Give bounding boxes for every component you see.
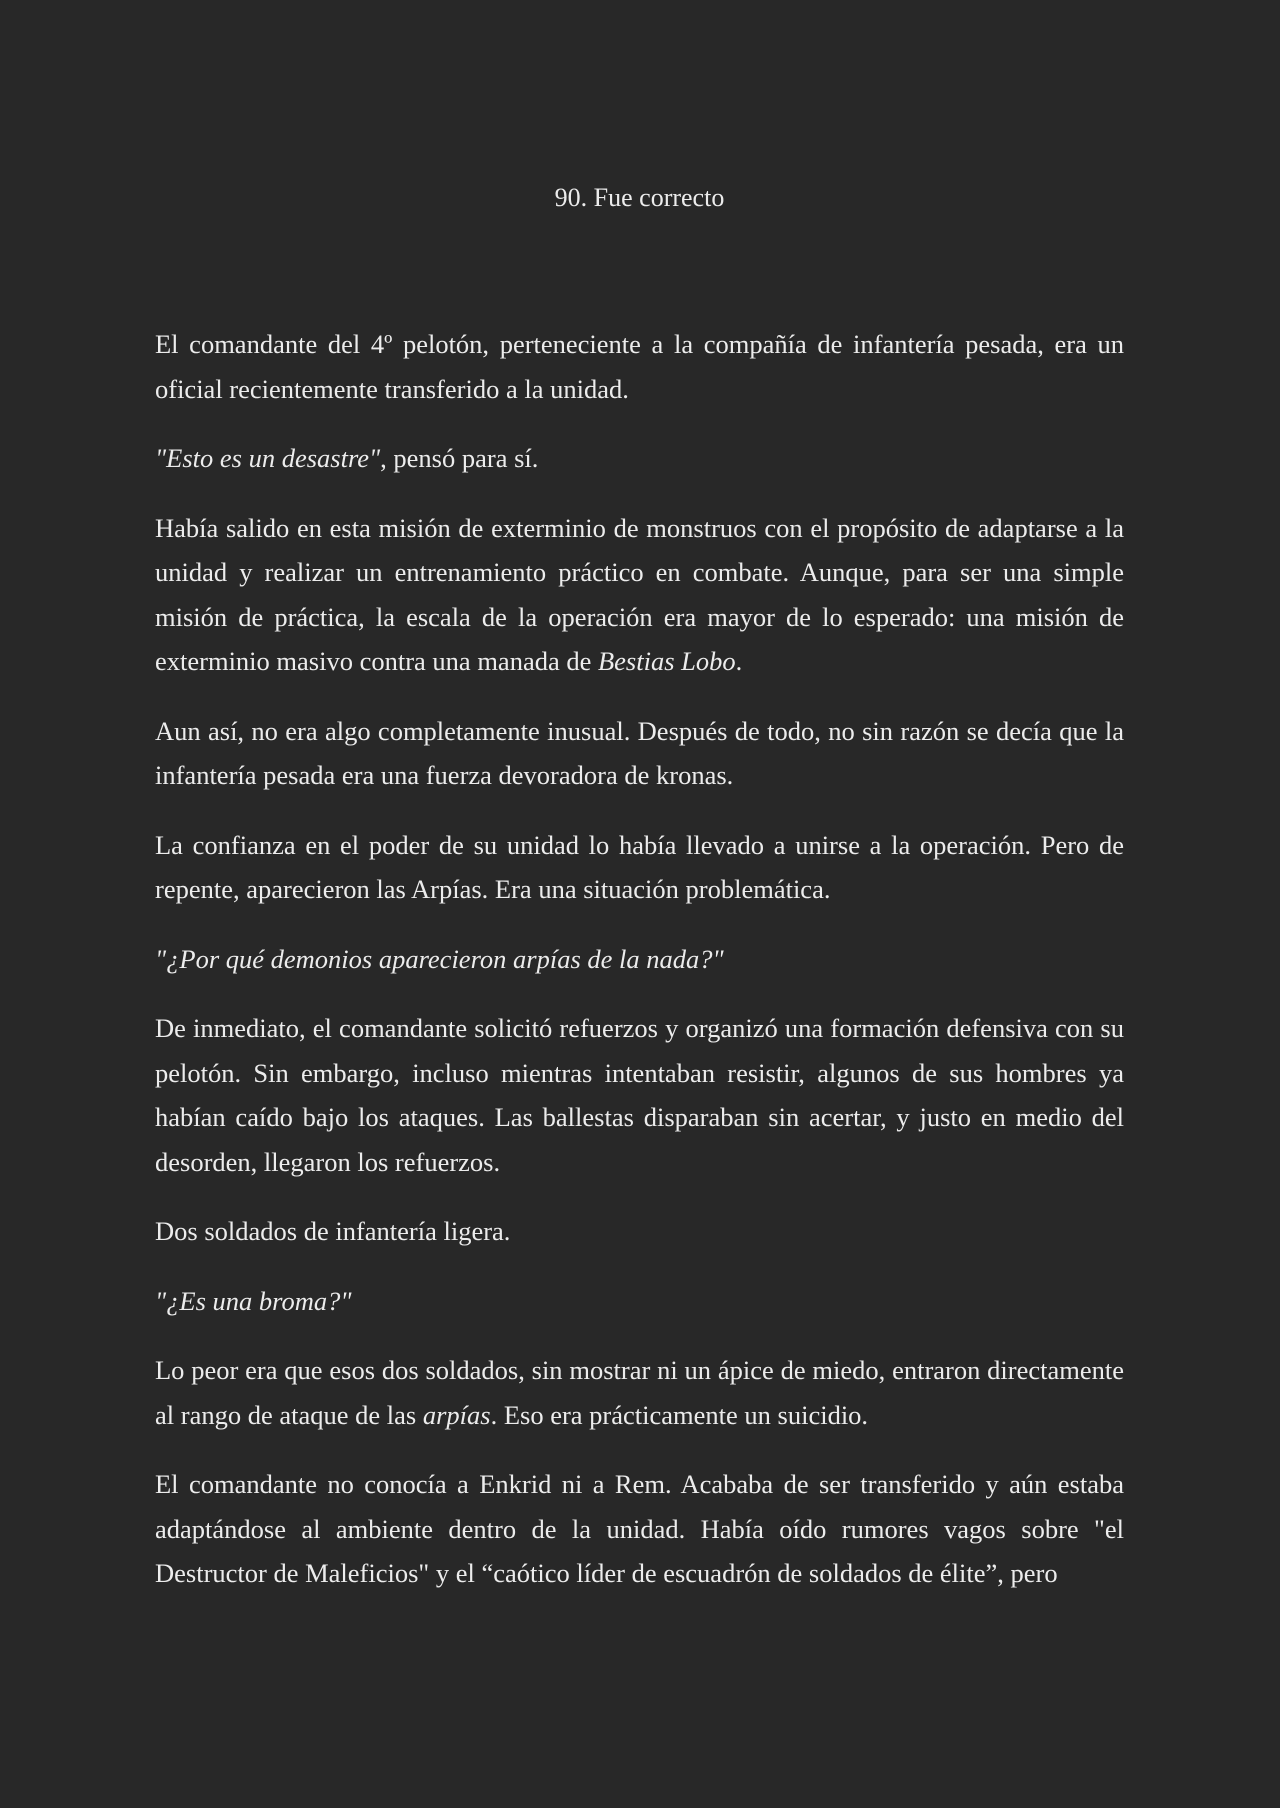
paragraph: De inmediato, el comandante solicitó refuerzos y organizó una formación defensiva con su pelotón. Sin embargo, incluso mientras intentaban resistir, algunos de sus hombres ya habían caído bajo los ataques. Las ballestas disparaban sin acertar, y justo en medio del desorden, llegaron los refuerzos. [155,1013,1124,1177]
chapter-body [155,322,1124,1621]
emphasis: Bestias Lobo [597,646,736,676]
paragraph: Aun así, no era algo completamente inusual. Después de todo, no sin razón se decía que la infantería pesada era una fuerza devoradora de kronas. [155,715,1124,790]
thought-quote: "Esto es un desastre" [155,443,381,473]
paragraph: El comandante del 4º pelotón, perteneciente a la compañía de infantería pesada, era un oficial recientemente transferido a la unidad. [155,329,1124,404]
paragraph: El comandante no conocía a Enkrid ni a Rem. Acababa de ser transferido y aún estaba adaptándose al ambiente dentro de la unidad. Había oído rumores vagos sobre "el Destructor de Maleficios" y el “caótico líder de escuadrón de soldados de élite”, pero [155,1469,1124,1588]
paragraph: La confianza en el poder de su unidad lo había llevado a unirse a la operación. Pero de repente, aparecieron las Arpías. Era una situación problemática. [155,829,1124,904]
paragraph: Lo peor era que esos dos soldados, sin mostrar ni un ápice de miedo, entraron directamente al rango de ataque de las arpías. Eso era prácticamente un suicidio. [155,1355,1124,1430]
paragraph: Había salido en esta misión de exterminio de monstruos con el propósito de adaptarse a la unidad y realizar un entrenamiento práctico en combate. Aunque, para ser una simple misión de práctica, la escala de la operación era mayor de lo esperado: una misión de exterminio masivo contra una manada de Bestias Lobo. [155,512,1124,676]
thought-quote: "¿Por qué demonios aparecieron arpías de la nada?" [155,943,724,974]
paragraph [155,1279,1124,1324]
emphasis: arpías [422,1399,491,1430]
paragraph [155,937,1124,982]
paragraph: Dos soldados de infantería ligera. [155,1216,511,1246]
chapter-title: 90. Fue correcto [554,183,725,212]
paragraph: "Esto es un desastre", pensó para sí. [155,443,539,473]
thought-quote: "¿Es una broma?" [155,1285,352,1316]
